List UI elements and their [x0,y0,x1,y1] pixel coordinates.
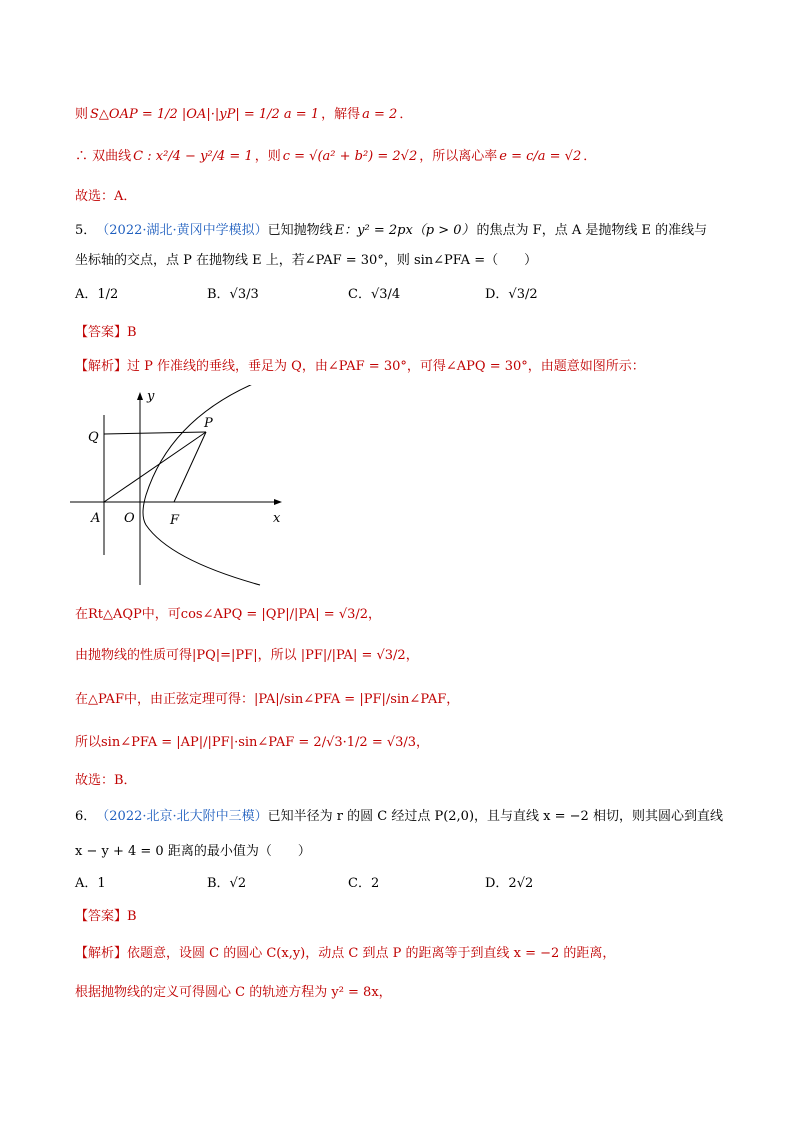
label-p: P [204,416,213,431]
label-q: Q [88,430,99,445]
eccentricity-equation: e = c/a = √2 [499,149,582,164]
parabola-curve [143,385,260,585]
c-equation: c = √(a² + b²) = 2√2 [282,149,418,164]
analysis-text: 依题意，设圆 C 的圆心 C(x,y)，动点 C 到点 P 的距离等于到直线 x = −2 的距离， [127,946,616,961]
q5-parabola-equation: E：y² = 2px（p > 0） [334,223,475,238]
q6-option-d[interactable]: D．2√2 [485,876,534,891]
analysis-text: 过 P 作准线的垂线，垂足为 Q，由∠PAF = 30°，可得∠APQ = 30°，由题意如图所示： [127,359,645,374]
q6-stem-line1 [75,806,723,828]
label-a: A [91,511,101,526]
label-f: F [170,513,180,528]
answer-label: 【答案】 [75,909,128,924]
q5-step2: 由抛物线的性质可得|PQ|=|PF|，所以 |PF|/|PA| = √3/2， [75,648,419,663]
q6-options [75,873,715,895]
hyperbola-equation: C : x²/4 − y²/4 = 1 [133,149,253,164]
q6-option-a[interactable]: A．1 [75,876,106,891]
q6-text1: 已知半径为 r 的圆 C 经过点 P(2,0)，且与直线 x = −2 相切，则其圆心到直线 [267,809,723,824]
q5-source: （2022·湖北·黄冈中学模拟） [96,223,268,238]
segment-pq [104,432,206,434]
q5-stem-line2: 坐标轴的交点，点 P 在抛物线 E 上，若∠PAF = 30°，则 sin∠PFA =（ ） [75,253,538,268]
q5-step5: 故选：B． [75,773,137,788]
q6-source: （2022·北京·北大附中三模） [96,809,268,824]
q5-text2: 的焦点为 F，点 A 是抛物线 E 的准线与 [476,223,708,238]
choice-line: 故选：A． [75,189,137,204]
q5-text1: 已知抛物线 [267,223,333,238]
text-end: ． [399,107,413,122]
answer-label: 【答案】 [75,325,128,340]
label-y: y [147,389,155,404]
q5-option-b[interactable]: B．√3/3 [207,287,259,302]
text-mid2: ，所以离心率 [419,149,498,164]
q5-step1: 在Rt△AQP中，可cos∠APQ = |QP|/|PA| = √3/2， [75,607,382,622]
solution-line-area [75,104,412,126]
q5-stem-line1 [75,220,707,242]
text-mid: ，解得 [321,107,361,122]
text-prefix: ∴ 双曲线 [75,149,132,164]
label-x: x [273,511,281,526]
q5-option-c[interactable]: C．√3/4 [348,287,401,302]
label-o: O [124,511,135,526]
q6-option-b[interactable]: B．√2 [207,876,247,891]
q5-answer [75,322,137,344]
answer-value: B [127,909,137,924]
q5-step4: 所以sin∠PFA = |AP|/|PF|·sin∠PAF = 2/√3·1/2 = √3/3， [75,735,430,750]
q5-number: 5． [75,223,97,238]
q5-analysis [75,356,645,378]
q6-step1: 根据抛物线的定义可得圆心 C 的轨迹方程为 y² = 8x， [75,985,392,1000]
parabola-figure [70,385,290,590]
y-axis-arrow-icon [137,392,143,400]
analysis-label: 【解析】 [75,946,128,961]
q5-option-d[interactable]: D．√3/2 [485,287,538,302]
q5-option-a[interactable]: A．1/2 [75,287,119,302]
text-mid: ，则 [254,149,281,164]
q6-answer [75,906,137,928]
q5-options [75,284,715,306]
q5-step3: 在△PAF中，由正弦定理可得：|PA|/sin∠PFA = |PF|/sin∠PAF， [75,692,460,707]
answer-value: B [127,325,137,340]
text-end: ． [583,149,597,164]
analysis-label: 【解析】 [75,359,128,374]
text-prefix: 则 [75,107,89,122]
solution-line-hyperbola [75,146,596,168]
q6-stem-line2: x − y + 4 = 0 距离的最小值为（ ） [75,844,311,859]
q6-number: 6． [75,809,97,824]
q6-analysis [75,943,615,965]
q6-option-c[interactable]: C．2 [348,876,380,891]
area-formula: S△OAP = 1/2 |OA|·|yP| = 1/2 a = 1 [90,107,320,122]
x-axis-arrow-icon [274,499,282,505]
result-a: a = 2 [362,107,398,122]
segment-pa [104,432,206,502]
